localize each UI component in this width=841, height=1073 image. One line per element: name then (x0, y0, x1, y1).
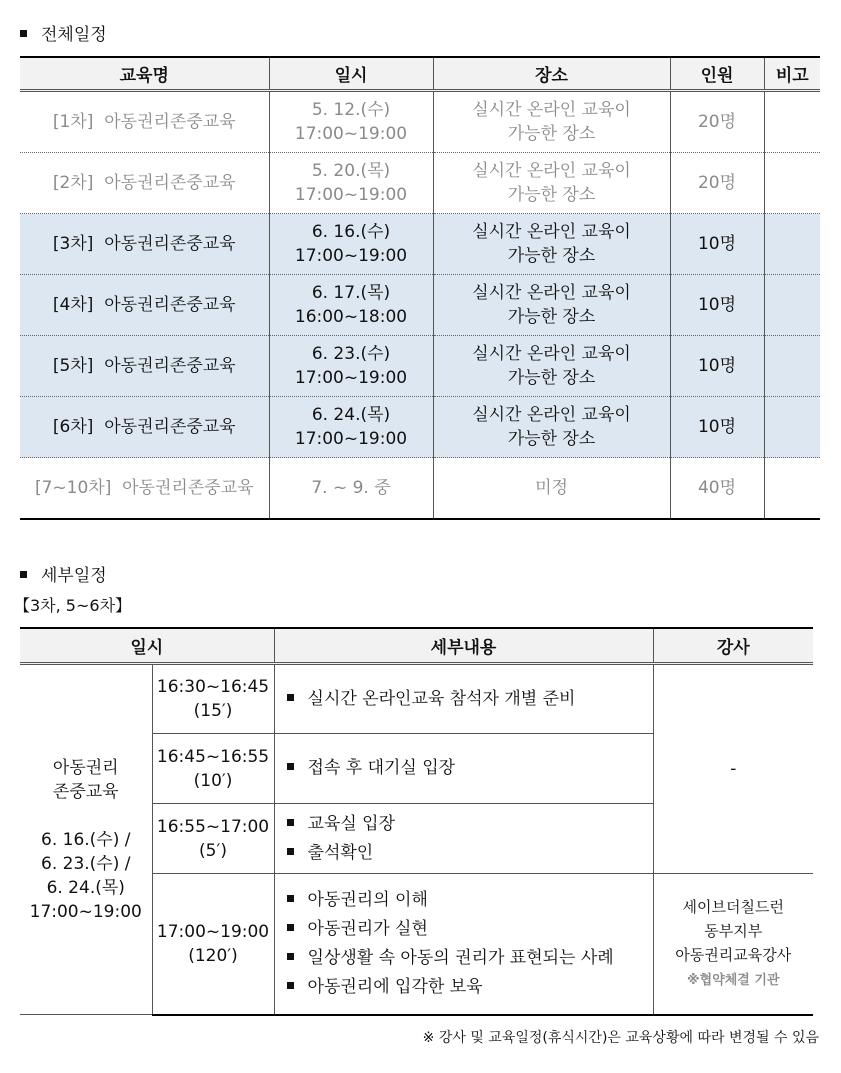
time: 17:00~19:00 (294, 246, 408, 266)
course-name: 아동권리존중교육 (104, 295, 236, 315)
lecturer-line: 아동권리교육강사 (675, 945, 792, 964)
place: 실시간 온라인 교육이 (472, 405, 631, 425)
note (764, 275, 820, 336)
date: 6. 23.(수) / (41, 853, 131, 874)
round-label: [1차] (52, 112, 94, 132)
overall-schedule-table (20, 56, 820, 520)
place: 가능한 장소 (507, 124, 596, 144)
place: 미정 (535, 478, 568, 498)
square-bullet-icon (287, 982, 294, 989)
count: 10명 (670, 214, 764, 275)
table-row (20, 336, 820, 397)
col-header-name: 교육명 (20, 57, 269, 91)
table-row (20, 664, 813, 734)
place: 가능한 장소 (507, 429, 596, 449)
date: 7. ~ 9. 중 (311, 478, 391, 498)
square-bullet-icon (287, 694, 294, 701)
place: 가능한 장소 (507, 307, 596, 327)
count: 40명 (670, 458, 764, 520)
section-title-detail: 세부일정 (16, 561, 107, 586)
list-item: 아동권리에 입각한 보육 (287, 973, 653, 1002)
count: 10명 (670, 397, 764, 458)
course-name: 아동권리존중교육 (104, 356, 236, 376)
lecturer-cell (653, 874, 813, 1015)
square-bullet-icon (287, 895, 294, 902)
round-label: [3차] (52, 234, 94, 254)
count: 10명 (670, 275, 764, 336)
place: 실시간 온라인 교육이 (472, 283, 631, 303)
course-cell (20, 664, 152, 1015)
date: 6. 16.(수) / (41, 829, 131, 850)
col-header-content: 세부내용 (274, 628, 653, 664)
course-name: 아동권리 (52, 757, 119, 778)
slot-duration: (10′) (193, 770, 233, 791)
note (764, 153, 820, 214)
lecturer-dash: - (653, 664, 813, 874)
time: 17:00~19:00 (294, 429, 408, 449)
table-row (20, 91, 820, 153)
square-bullet-icon (20, 571, 27, 578)
date: 6. 17.(목) (311, 283, 391, 303)
slot-duration: (120′) (188, 945, 238, 966)
list-item: 일상생활 속 아동의 권리가 표현되는 사례 (287, 944, 653, 973)
date: 5. 20.(목) (311, 161, 391, 181)
square-bullet-icon (287, 924, 294, 931)
note (764, 397, 820, 458)
slot-time: 16:45~16:55 (156, 746, 270, 767)
list-item: 아동권리가 실현 (287, 915, 653, 944)
table-row (20, 397, 820, 458)
table-header-row (20, 628, 813, 664)
count: 20명 (670, 91, 764, 153)
lecturer-line: 동부지부 (704, 921, 763, 940)
place: 가능한 장소 (507, 185, 596, 205)
col-header-note: 비고 (764, 57, 820, 91)
square-bullet-icon (20, 30, 27, 37)
count: 20명 (670, 153, 764, 214)
round-label: [2차] (52, 173, 94, 193)
course-name: 아동권리존중교육 (104, 417, 236, 437)
note (764, 214, 820, 275)
list-item: 출석확인 (287, 839, 653, 868)
square-bullet-icon (287, 953, 294, 960)
time: 16:00~18:00 (294, 307, 408, 327)
detail-schedule-table (20, 627, 813, 1016)
time: 17:00~19:00 (294, 185, 408, 205)
slot-duration: (5′) (199, 840, 227, 861)
col-header-lecturer: 강사 (653, 628, 813, 664)
slot-time: 16:55~17:00 (156, 816, 270, 837)
footnote: ※ 강사 및 교육일정(휴식시간)은 교육상황에 따라 변경될 수 있음 (422, 1030, 819, 1046)
square-bullet-icon (287, 848, 294, 855)
table-row (20, 458, 820, 520)
place: 실시간 온라인 교육이 (472, 344, 631, 364)
place: 실시간 온라인 교육이 (472, 100, 631, 120)
slot-time: 16:30~16:45 (156, 677, 270, 697)
col-header-datetime: 일시 (269, 57, 433, 91)
place: 실시간 온라인 교육이 (472, 222, 631, 242)
list-item: 아동권리의 이해 (287, 886, 653, 915)
note (764, 458, 820, 520)
list-item: 교육실 입장 (287, 810, 653, 839)
place: 가능한 장소 (507, 246, 596, 266)
slot-duration: (15′) (193, 701, 233, 721)
sub-label-rounds: 【3차, 5~6차】 (14, 596, 132, 615)
time: 17:00~19:00 (294, 124, 408, 144)
count: 10명 (670, 336, 764, 397)
lecturer-note: ※협약체결 기관 (687, 972, 780, 988)
course-name: 아동권리존중교육 (104, 234, 236, 254)
col-header-datetime: 일시 (20, 628, 274, 664)
table-row (20, 153, 820, 214)
date: 6. 24.(목) (46, 877, 125, 898)
place: 가능한 장소 (507, 368, 596, 388)
col-header-count: 인원 (670, 57, 764, 91)
table-header-row (20, 57, 820, 91)
section-title-overall: 전체일정 (16, 20, 107, 45)
round-label: [5차] (52, 356, 94, 376)
course-name: 아동권리존중교육 (104, 112, 236, 132)
col-header-place: 장소 (433, 57, 670, 91)
round-label: [6차] (52, 417, 94, 437)
time: 17:00~19:00 (294, 368, 408, 388)
round-label: [4차] (52, 295, 94, 315)
table-row (20, 275, 820, 336)
course-name: 존중교육 (52, 781, 119, 802)
date: 6. 16.(수) (311, 222, 391, 242)
note (764, 336, 820, 397)
place: 실시간 온라인 교육이 (472, 161, 631, 181)
course-name: 아동권리존중교육 (104, 173, 236, 193)
date: 6. 24.(목) (311, 405, 391, 425)
slot-time: 17:00~19:00 (156, 921, 270, 942)
square-bullet-icon (287, 763, 294, 770)
square-bullet-icon (287, 819, 294, 826)
table-row (20, 214, 820, 275)
time: 17:00~19:00 (29, 901, 142, 922)
date: 6. 23.(수) (311, 344, 391, 364)
date: 5. 12.(수) (311, 100, 391, 120)
course-name: 아동권리존중교육 (122, 478, 254, 498)
list-item: 실시간 온라인교육 참석자 개별 준비 (287, 685, 653, 714)
list-item: 접속 후 대기실 입장 (287, 754, 653, 783)
note (764, 91, 820, 153)
round-label: [7~10차] (34, 478, 112, 498)
lecturer-line: 세이브더칠드런 (682, 897, 784, 916)
